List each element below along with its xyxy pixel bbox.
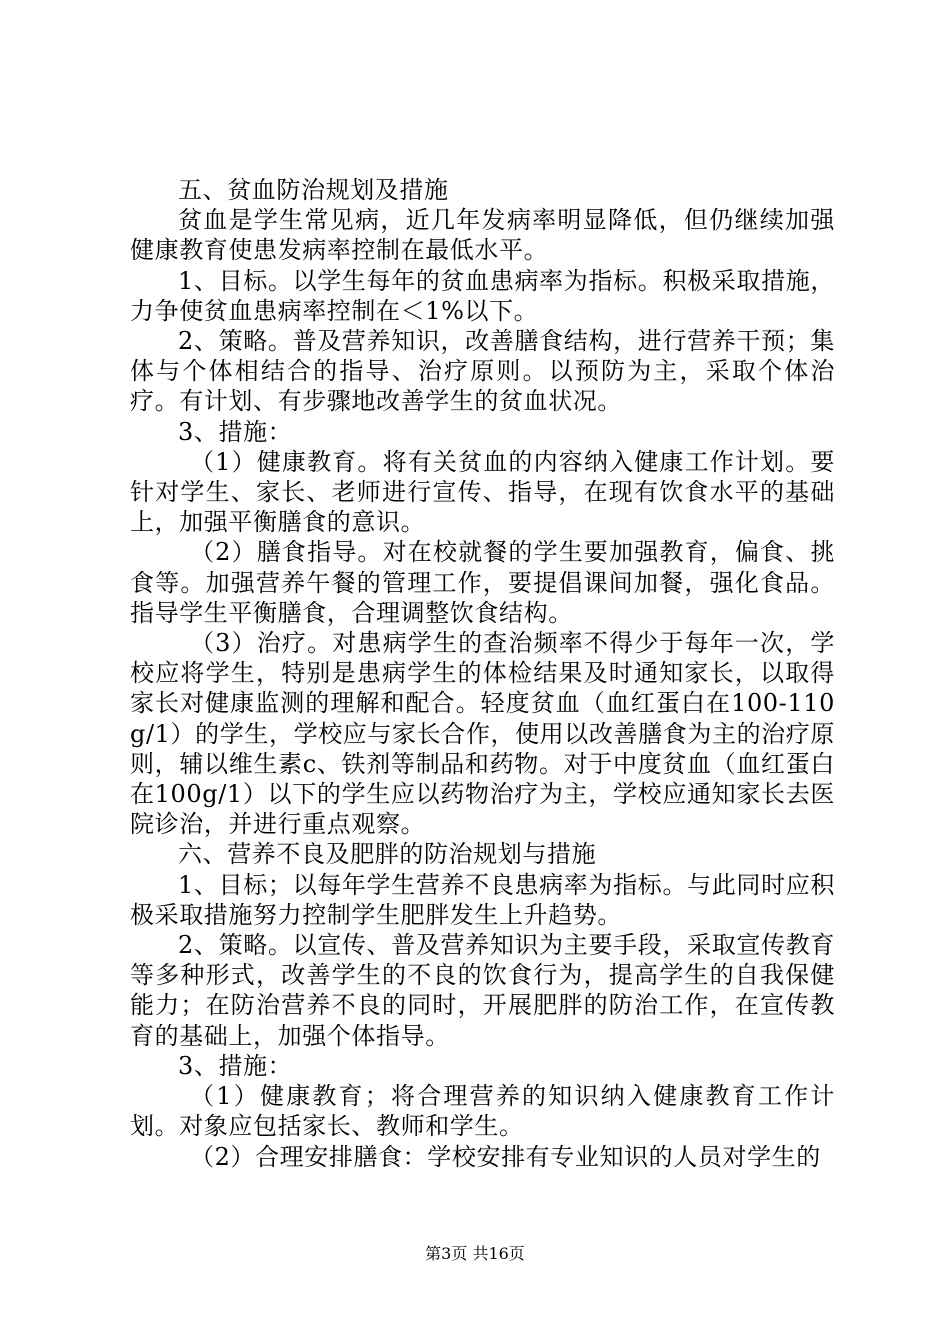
paragraph: 3、措施： bbox=[178, 1051, 293, 1080]
paragraph: 2、策略。以宣传、普及营养知识为主要手段，采取宣传教育等多种形式，改善学生的不良的饮食行为，提高学生的自我保健能力；在防治营养不良的同时，开展肥胖的防治工作，在宣传教育的基础上，加强个体指导。 bbox=[130, 931, 835, 1050]
paragraph: 1、目标；以每年学生营养不良患病率为指标。与此同时应积极采取措施努力控制学生肥胖发生上升趋势。 bbox=[130, 870, 835, 929]
paragraph: 2、策略。普及营养知识，改善膳食结构，进行营养干预；集体与个体相结合的指导、治疗原则。以预防为主，采取个体治疗。有计划、有步骤地改善学生的贫血状况。 bbox=[130, 327, 835, 416]
sub-paragraph: （1）健康教育。将有关贫血的内容纳入健康工作计划。要针对学生、家长、老师进行宣传、指导，在现有饮食水平的基础上，加强平衡膳食的意识。 bbox=[130, 447, 835, 537]
section-heading: 六、营养不良及肥胖的防治规划与措施 bbox=[178, 840, 597, 869]
paragraph: 1、目标。以学生每年的贫血患病率为指标。积极采取措施，力争使贫血患病率控制在＜1%以下。 bbox=[130, 266, 835, 325]
document-body bbox=[130, 175, 835, 1172]
section-heading: 五、贫血防治规划及措施 bbox=[178, 176, 449, 204]
page-footer: 第3页 共16页 bbox=[425, 1244, 525, 1263]
paragraph: 3、措施： bbox=[178, 417, 293, 446]
sub-paragraph: （3）治疗。对患病学生的查治频率不得少于每年一次，学校应将学生，特别是患病学生的体检结果及时通知家长，以取得家长对健康监测的理解和配合。轻度贫血（血红蛋白在100-110g/1）的学生，学校应与家长合作，使用以改善膳食为主的治疗原则，辅以维生素c、铁剂等制品和药物。对于中度贫血（血红蛋白在100g/1）以下的学生应以药物治疗为主，学校应通知家长去医院诊治，并进行重点观察。 bbox=[130, 629, 835, 839]
paragraph: 贫血是学生常见病，近几年发病率明显降低，但仍继续加强健康教育使患发病率控制在最低水平。 bbox=[130, 206, 835, 265]
sub-paragraph: （2）合理安排膳食：学校安排有专业知识的人员对学生的 bbox=[190, 1142, 821, 1171]
sub-paragraph: （2）膳食指导。对在校就餐的学生要加强教育，偏食、挑食等。加强营养午餐的管理工作，要提倡课间加餐，强化食品。指导学生平衡膳食，合理调整饮食结构。 bbox=[130, 538, 835, 627]
sub-paragraph: （1）健康教育；将合理营养的知识纳入健康教育工作计划。对象应包括家长、教师和学生。 bbox=[130, 1082, 835, 1141]
